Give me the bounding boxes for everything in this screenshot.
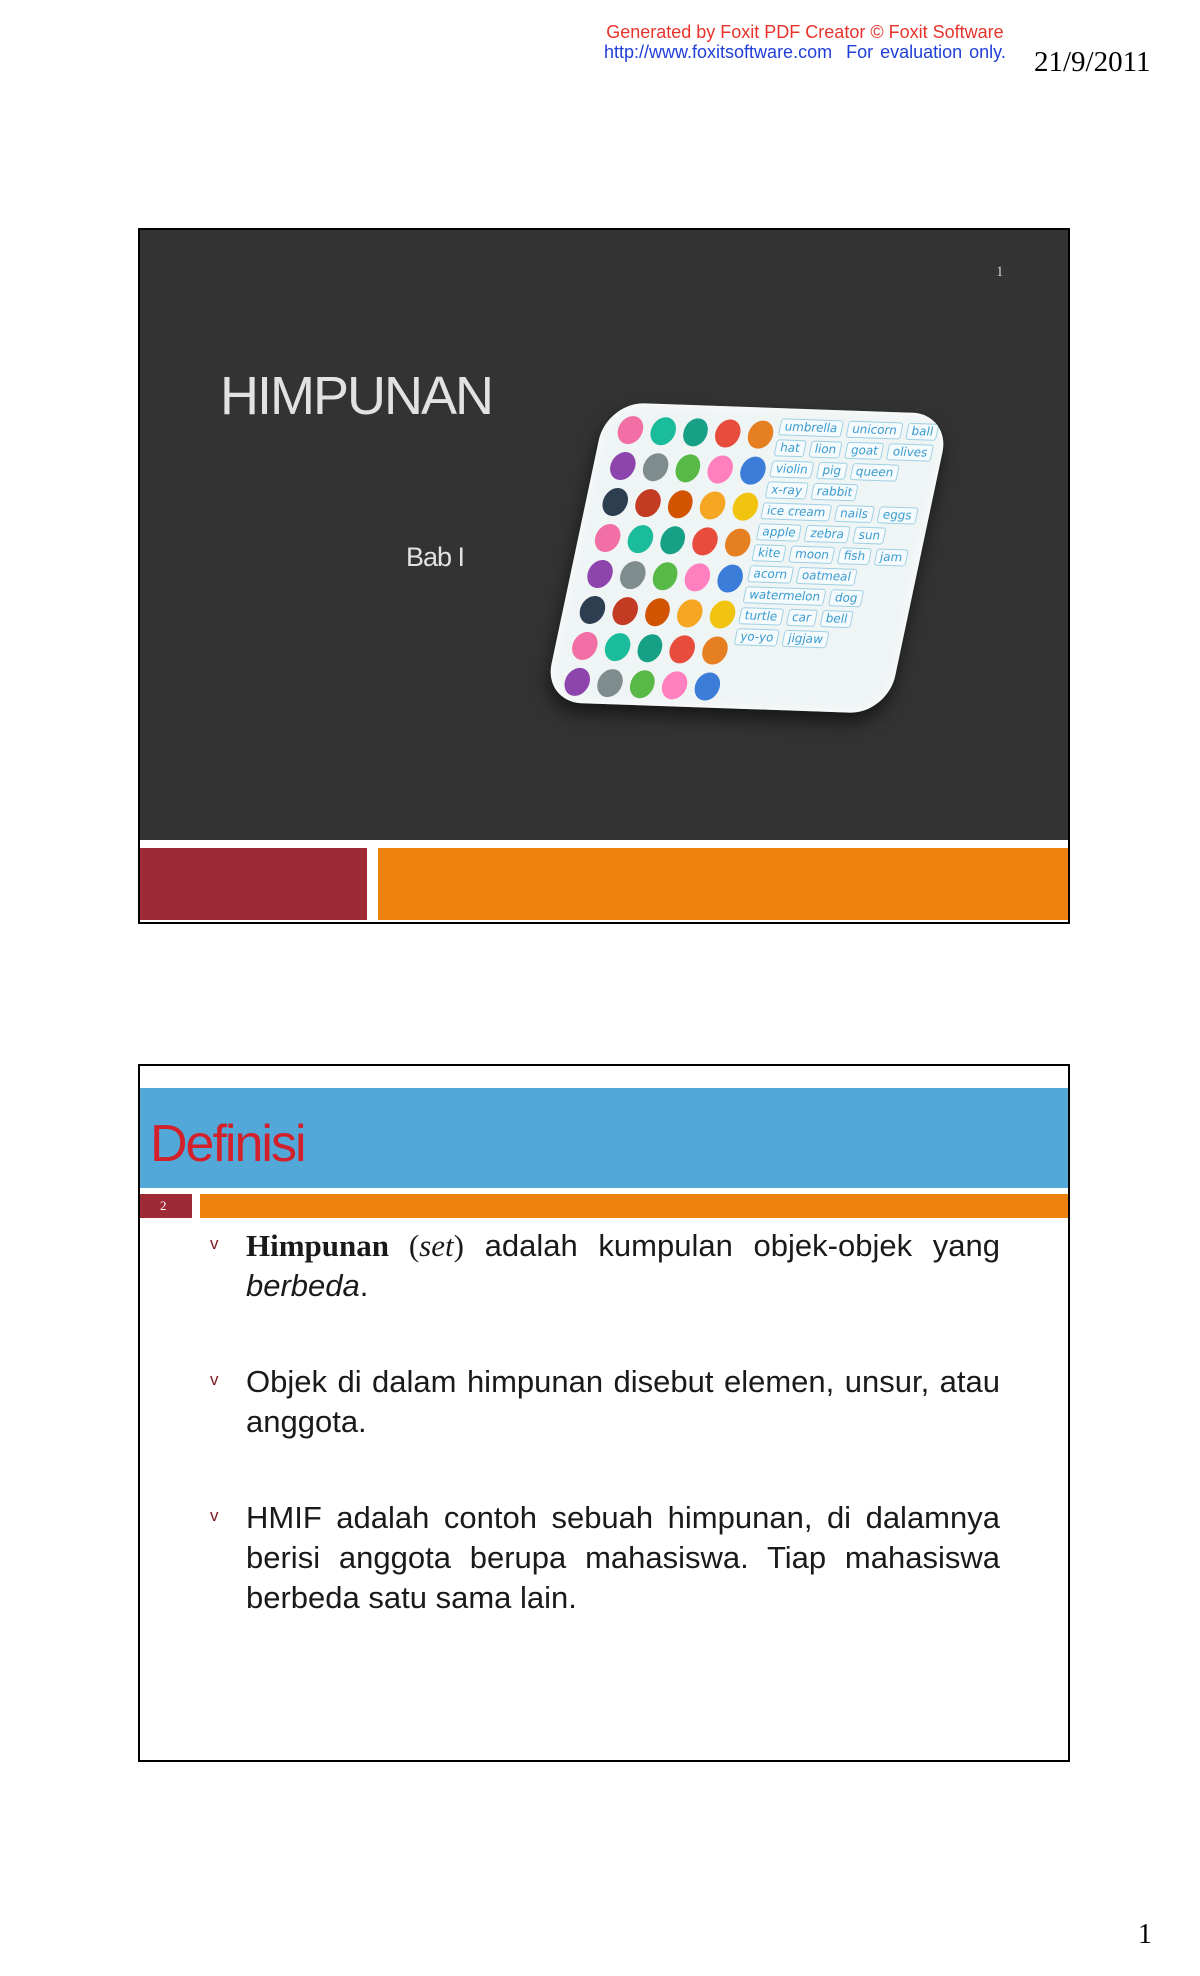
word-label: yo-yo: [734, 628, 781, 646]
word-label: jigjaw: [782, 630, 830, 649]
clipart-icon: [680, 418, 711, 447]
word-label: ball: [905, 423, 940, 441]
slide-2-title: Definisi: [150, 1115, 305, 1173]
foxit-watermark: [604, 22, 1006, 62]
picture-card-surface: [544, 402, 951, 714]
clipart-icon: [707, 600, 738, 629]
word-label: jam: [873, 548, 909, 566]
slide-1-number: 1: [996, 264, 1004, 280]
vocabulary-picture-card: [544, 402, 951, 714]
bullet-1-paren-close: ): [453, 1228, 464, 1263]
clipart-icon: [615, 416, 646, 445]
word-label: eggs: [876, 506, 918, 524]
word-label: fish: [837, 547, 872, 565]
clipart-icon: [592, 524, 623, 553]
clipart-icon: [632, 489, 663, 518]
bullet-mark: v: [210, 1370, 219, 1389]
clipart-icon: [562, 667, 593, 696]
clipart-icon: [594, 669, 625, 698]
slide-1: [138, 228, 1070, 924]
clipart-icon: [698, 491, 729, 520]
clipart-icon: [665, 490, 696, 519]
clipart-icon: [673, 454, 704, 483]
word-label: kite: [751, 544, 787, 562]
slide-1-orange-bar: [378, 848, 1068, 920]
bullet-2-text: Objek di dalam himpunan disebut elemen, unsur, atau anggota.: [246, 1364, 1000, 1439]
clipart-icon: [723, 528, 754, 557]
clipart-icon: [675, 599, 706, 628]
foxit-url: http://www.foxitsoftware.com: [604, 42, 833, 62]
clipart-icon: [640, 453, 671, 482]
word-label: olives: [886, 443, 934, 462]
word-label: hat: [774, 439, 807, 457]
bullet-1-set: set: [419, 1228, 454, 1263]
clipart-icon: [700, 636, 731, 665]
foxit-evaluation-text: [604, 42, 1006, 62]
word-label: unicorn: [845, 421, 903, 440]
print-date: 21/9/2011: [1034, 46, 1151, 78]
bullet-3: [210, 1498, 1000, 1618]
bullet-1-italic: berbeda: [246, 1268, 360, 1303]
clipart-icon: [692, 672, 723, 701]
slide-1-red-bar: [140, 848, 367, 920]
clipart-icon: [585, 560, 616, 589]
clipart-icon: [730, 492, 761, 521]
bullet-1-bold: Himpunan: [246, 1228, 390, 1263]
bullet-1-paren-open: (: [389, 1228, 420, 1263]
clipart-icon: [713, 419, 744, 448]
word-label: dog: [828, 589, 864, 607]
clipart-icon: [617, 561, 648, 590]
clipart-icon: [642, 598, 673, 627]
clipart-icon: [738, 456, 769, 485]
clipart-grid: [560, 413, 780, 698]
word-label: umbrella: [778, 418, 844, 437]
word-label: violin: [769, 460, 814, 478]
clipart-icon: [745, 420, 776, 449]
clipart-icon: [635, 634, 666, 663]
word-label: x-ray: [765, 481, 809, 499]
bullet-1-text: [246, 1226, 1000, 1306]
word-label: sun: [852, 527, 887, 545]
clipart-icon: [600, 488, 631, 517]
word-label: apple: [756, 523, 803, 542]
word-label: moon: [788, 545, 835, 564]
clipart-icon: [690, 527, 721, 556]
bullet-1: [210, 1226, 1000, 1306]
word-label: rabbit: [810, 483, 859, 502]
word-label: ice cream: [760, 502, 832, 521]
clipart-icon: [607, 452, 638, 481]
slide-2-orange-bar: [200, 1194, 1068, 1218]
slide-2: [138, 1064, 1070, 1762]
clipart-icon: [602, 633, 633, 662]
clipart-icon: [627, 670, 658, 699]
clipart-icon: [705, 455, 736, 484]
bullet-3-text: HMIF adalah contoh sebuah himpunan, di dalamnya berisi anggota berupa mahasiswa. Tiap mahasiswa berbeda satu sama lain.: [246, 1500, 1000, 1615]
slide-1-background: [140, 230, 1068, 840]
clipart-icon: [625, 525, 656, 554]
word-label: turtle: [738, 607, 784, 625]
word-label: bell: [819, 610, 854, 628]
foxit-generated-text: Generated by Foxit PDF Creator © Foxit Software: [606, 22, 1004, 42]
bullet-mark: v: [210, 1234, 219, 1253]
word-label: queen: [849, 463, 900, 482]
word-label: goat: [844, 442, 884, 460]
slide-1-title: HIMPUNAN: [220, 366, 493, 426]
word-label: oatmeal: [795, 567, 857, 586]
page-number: 1: [1138, 1919, 1152, 1950]
clipart-icon: [660, 671, 691, 700]
clipart-icon: [610, 597, 641, 626]
word-label: acorn: [747, 565, 794, 584]
clipart-icon: [667, 635, 698, 664]
clipart-icon: [648, 417, 679, 446]
word-label: zebra: [804, 525, 851, 544]
word-label: nails: [834, 505, 875, 523]
word-label: car: [785, 609, 817, 627]
word-label: watermelon: [742, 586, 826, 606]
bullet-1-end: .: [359, 1268, 369, 1303]
clipart-icon: [682, 563, 713, 592]
clipart-icon: [569, 632, 600, 661]
clipart-icon: [657, 526, 688, 555]
bullet-1-rest: adalah kumpulan objek-objek yang: [463, 1228, 1000, 1263]
slide-2-number: 2: [140, 1194, 192, 1218]
bullet-mark: v: [210, 1506, 219, 1525]
word-label: pig: [816, 462, 848, 480]
word-label: lion: [808, 440, 843, 458]
slide-1-subtitle: Bab I: [406, 542, 465, 572]
bullet-2: [210, 1362, 1000, 1442]
clipart-icon: [715, 564, 746, 593]
clipart-icon: [650, 562, 681, 591]
clipart-icon: [577, 596, 608, 625]
foxit-note: For evaluation only.: [846, 42, 1006, 62]
